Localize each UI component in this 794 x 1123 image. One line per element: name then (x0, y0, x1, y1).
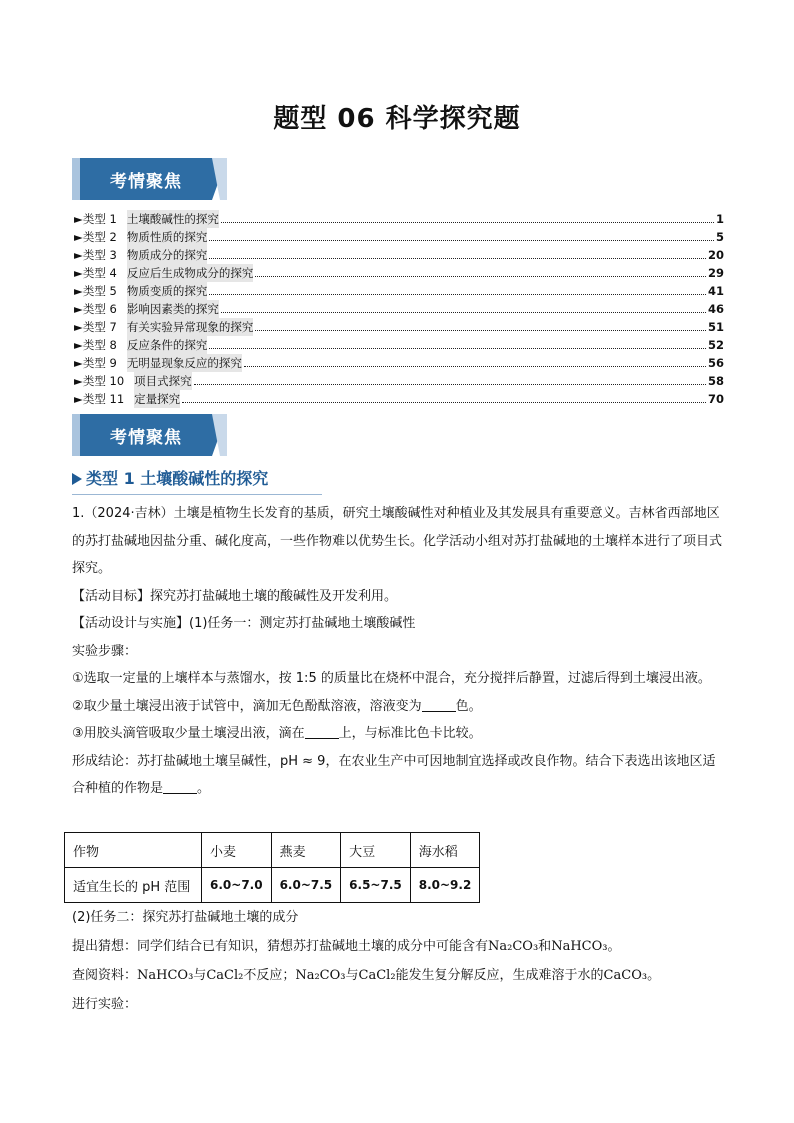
table-of-contents (74, 210, 724, 408)
crop-ph-table (64, 832, 480, 903)
answer-blank[interactable] (422, 697, 456, 712)
table-row: 作物 小麦 燕麦 大豆 海水稻 (65, 833, 480, 868)
toc-row[interactable]: ►类型 11 定量探究 70 (74, 392, 724, 406)
toc-row[interactable]: ►类型 5 物质变质的探究 41 (74, 284, 724, 298)
answer-blank[interactable] (163, 779, 197, 794)
hypothesis: 提出猜想：同学们结合已有知识，猜想苏打盐碱地土壤的成分中可能含有Na₂CO₃和NaHCO₃。 (72, 939, 621, 954)
reference-info: 查阅资料：NaHCO₃与CaCl₂不反应；Na₂CO₃与CaCl₂能发生复分解反应，生成难溶于水的CaCO₃。 (72, 968, 661, 983)
section-heading: 类型 1 土壤酸碱性的探究 (72, 466, 322, 495)
toc-row[interactable]: ►类型 3 物质成分的探究 20 (74, 248, 724, 262)
activity-design: 【活动设计与实施】(1)任务一：测定苏打盐碱地土壤酸碱性 (72, 616, 416, 631)
question-body (72, 500, 722, 803)
toc-row[interactable]: ►类型 4 反应后生成物成分的探究 29 (74, 266, 724, 280)
experiment-label: 进行实验： (72, 997, 138, 1012)
task-two-heading: (2)任务二：探究苏打盐碱地土壤的成分 (72, 910, 299, 925)
steps-label: 实验步骤： (72, 643, 138, 659)
question-intro: 1.（2024·吉林）土壤是植物生长发育的基质，研究土壤酸碱性对种植业及其发展具有重要意义。吉林省西部地区的苏打盐碱地因盐分重、碱化度高，一些作物难以优势生长。化学活动小组对苏打盐碱地的土壤样本进行了项目式探究。 (72, 506, 723, 576)
triangle-icon (72, 473, 82, 485)
conclusion: 形成结论：苏打盐碱地土壤呈碱性，pH ≈ 9，在农业生产中可因地制宜选择或改良作物。结合下表选出该地区适合种植的作物是 。 (72, 753, 716, 796)
step-1: ①选取一定量的上壤样本与蒸馏水，按 1:5 的质量比在烧杯中混合，充分搅拌后静置，过滤后得到土壤浸出液。 (72, 671, 711, 686)
table-row: 适宜生长的 pH 范围 6.0~7.0 6.0~7.5 6.5~7.5 8.0~9.2 (65, 868, 480, 903)
answer-blank[interactable] (305, 724, 339, 739)
toc-row[interactable]: ►类型 6 影响因素类的探究 46 (74, 302, 724, 316)
activity-goal: 【活动目标】探究苏打盐碱地土壤的酸碱性及开发利用。 (72, 588, 398, 604)
step-2: ②取少量土壤浸出液于试管中，滴加无色酚酞溶液，溶液变为 色。 (72, 698, 482, 714)
section-banner-bottom (72, 414, 227, 456)
page-title: 题型 06 科学探究题 (273, 104, 521, 134)
task-two (72, 903, 722, 1019)
banner-label: 考情聚焦 (110, 172, 182, 192)
toc-row[interactable]: ►类型 9 无明显现象反应的探究 56 (74, 356, 724, 370)
toc-row[interactable]: ►类型 10 项目式探究 58 (74, 374, 724, 388)
toc-row[interactable]: ►类型 1 土壤酸碱性的探究 1 (74, 212, 724, 226)
toc-row[interactable]: ►类型 7 有关实验异常现象的探究 51 (74, 320, 724, 334)
banner-label: 考情聚焦 (110, 428, 182, 448)
section-banner-top (72, 158, 227, 200)
toc-row[interactable]: ►类型 8 反应条件的探究 52 (74, 338, 724, 352)
toc-row[interactable]: ►类型 2 物质性质的探究 5 (74, 230, 724, 244)
step-3: ③用胶头滴管吸取少量土壤浸出液，滴在 上，与标准比色卡比较。 (72, 726, 482, 741)
